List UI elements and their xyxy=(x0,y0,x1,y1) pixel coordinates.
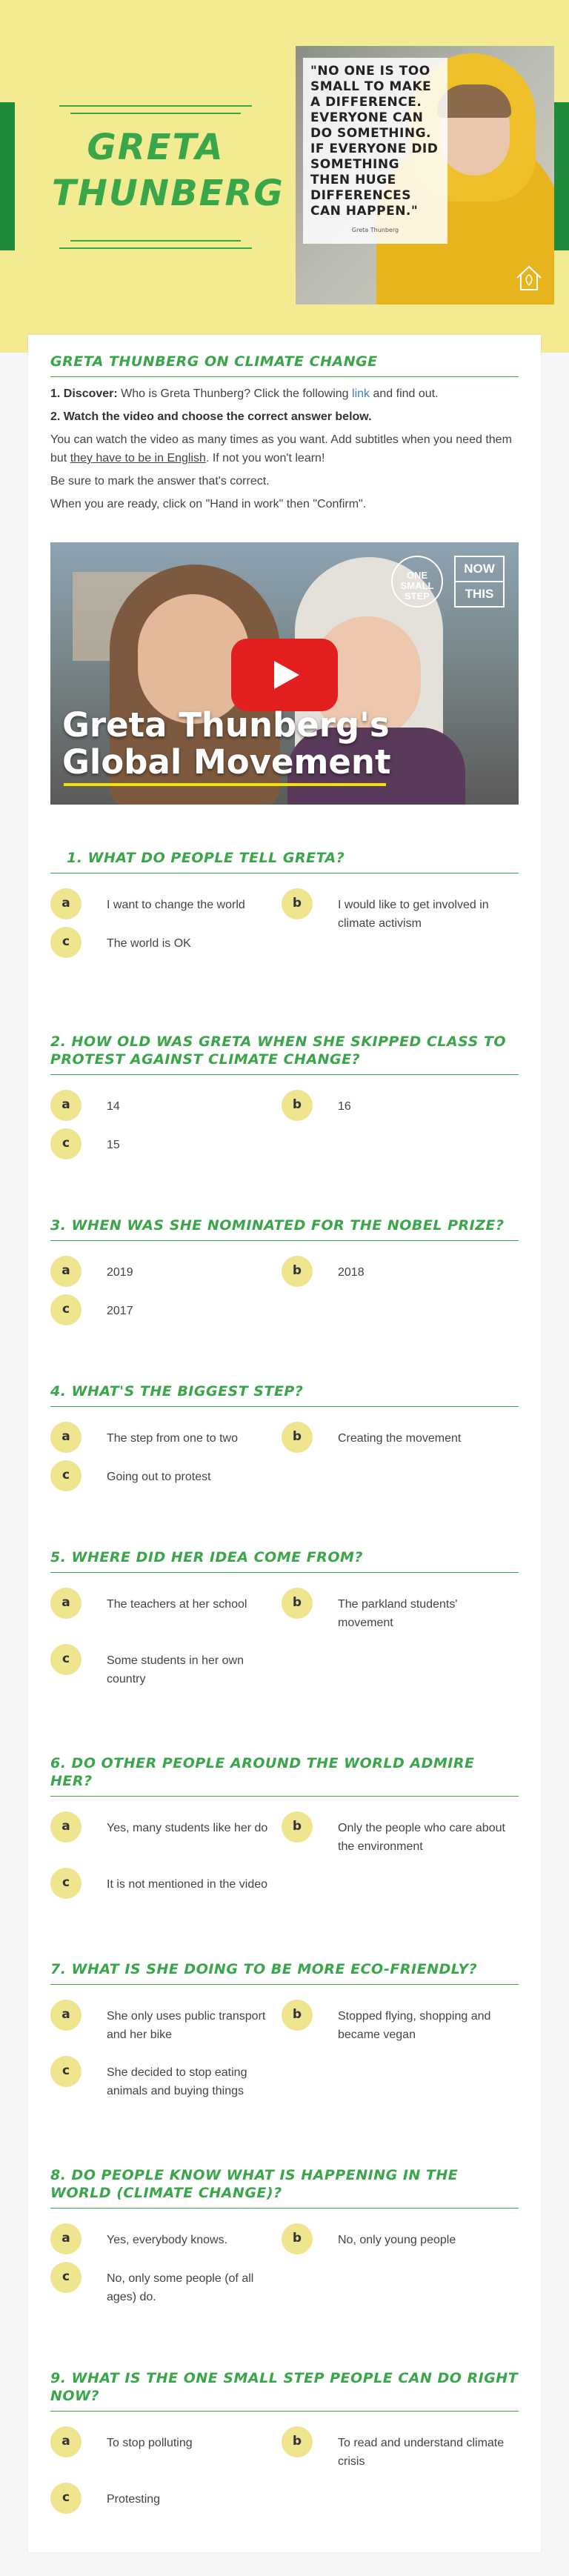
option-letter-bubble[interactable]: c xyxy=(50,2262,81,2293)
option-text: Some students in her own country xyxy=(107,1654,244,1685)
option-letter-bubble[interactable]: a xyxy=(50,1422,81,1453)
option-letter-bubble[interactable]: c xyxy=(50,1460,81,1491)
option-letter-bubble[interactable]: a xyxy=(50,2223,81,2254)
divider xyxy=(50,1240,519,1241)
quote-box xyxy=(303,58,447,244)
option-letter-bubble[interactable]: a xyxy=(50,1588,81,1619)
option-text: No, only young people xyxy=(338,2234,456,2246)
question-title: 8. DO PEOPLE KNOW WHAT IS HAPPENING IN THE WORLD (CLIMATE CHANGE)? xyxy=(50,2167,459,2201)
question-title: 7. WHAT IS SHE DOING TO BE MORE ECO-FRIENDLY? xyxy=(50,1961,478,1977)
option-letter-bubble[interactable]: c xyxy=(50,1868,81,1899)
option-letter-bubble[interactable]: c xyxy=(50,927,81,958)
step-2-label: 2. Watch the video and choose the correct answer below. xyxy=(50,410,372,423)
option-text: The teachers at her school xyxy=(107,1598,247,1611)
one-small-step-badge: ONE SMALL STEP xyxy=(391,556,443,608)
step-1-label: 1. Discover: xyxy=(50,387,118,400)
option-text: Stopped flying, shopping and became vegan xyxy=(338,2010,491,2041)
option-text: 2017 xyxy=(107,1305,133,1317)
option-letter-bubble[interactable]: b xyxy=(282,1811,313,1843)
instructions-end: . If not you won't learn! xyxy=(205,452,325,465)
badge-now-text: NOW xyxy=(464,562,495,576)
option-text: 2019 xyxy=(107,1266,133,1279)
step-1-text xyxy=(50,385,519,403)
option-letter-bubble[interactable]: c xyxy=(50,2483,81,2514)
question-title: 3. WHEN WAS SHE NOMINATED FOR THE NOBEL PRIZE? xyxy=(50,1217,505,1234)
question-title: 2. HOW OLD WAS GRETA WHEN SHE SKIPPED CLASS TO PROTEST AGAINST CLIMATE CHANGE? xyxy=(50,1034,507,1068)
option-letter-bubble[interactable]: b xyxy=(282,2426,313,2457)
option-text: She decided to stop eating animals and buying things xyxy=(107,2066,247,2097)
question-4 xyxy=(50,1382,519,1483)
step-1-body: Who is Greta Thunberg? Click the following xyxy=(117,387,353,400)
option-letter-bubble[interactable]: a xyxy=(50,1256,81,1287)
option-letter-bubble[interactable]: a xyxy=(50,1811,81,1843)
decorative-side-bar-left xyxy=(0,102,15,250)
question-title: 5. WHERE DID HER IDEA COME FROM? xyxy=(50,1549,363,1565)
option-letter-bubble[interactable]: a xyxy=(50,2426,81,2457)
divider xyxy=(50,2208,519,2209)
option-text: To stop polluting xyxy=(107,2437,193,2449)
option-letter-bubble[interactable]: b xyxy=(282,888,313,919)
question-6 xyxy=(50,1754,519,1891)
video-title-underline xyxy=(64,783,386,786)
intro-title: GRETA THUNBERG ON CLIMATE CHANGE xyxy=(50,353,378,370)
photo-shape xyxy=(437,84,511,118)
video-title-line-2: Global Movement xyxy=(62,742,391,782)
discover-link[interactable]: link xyxy=(352,387,370,400)
instructions-start: You can watch the video as many times as you want. Add subtitles when you need them but xyxy=(50,433,512,465)
option-text: 15 xyxy=(107,1139,120,1151)
option-letter-bubble[interactable]: a xyxy=(50,1090,81,1121)
option-text: 14 xyxy=(107,1100,120,1113)
option-text: It is not mentioned in the video xyxy=(107,1878,268,1891)
question-3 xyxy=(50,1217,519,1317)
option-letter-bubble[interactable]: b xyxy=(282,1422,313,1453)
option-text: I would like to get involved in climate activism xyxy=(338,899,489,930)
option-text: The step from one to two xyxy=(107,1432,238,1445)
option-text: 2018 xyxy=(338,1266,365,1279)
option-text: The parkland students' movement xyxy=(338,1598,458,1629)
option-letter-bubble[interactable]: b xyxy=(282,1090,313,1121)
video-title-line-1: Greta Thunberg's xyxy=(62,705,390,745)
divider xyxy=(50,1572,519,1573)
instructions-text xyxy=(50,430,519,467)
divider xyxy=(59,247,252,249)
question-title: 6. DO OTHER PEOPLE AROUND THE WORLD ADMIRE HER? xyxy=(50,1755,475,1789)
question-8 xyxy=(50,2166,519,2303)
option-text: Only the people who care about the environment xyxy=(338,1822,505,1853)
question-5 xyxy=(50,1548,519,1685)
question-2 xyxy=(50,1033,519,1151)
now-this-badge xyxy=(454,556,505,608)
question-title: 9. WHAT IS THE ONE SMALL STEP PEOPLE CAN DO RIGHT NOW? xyxy=(50,2370,519,2404)
header-banner xyxy=(0,0,569,353)
option-letter-bubble[interactable]: c xyxy=(50,2056,81,2087)
quote-author: Greta Thunberg xyxy=(351,227,399,233)
option-text: To read and understand climate crisis xyxy=(338,2437,505,2468)
option-text: Yes, everybody knows. xyxy=(107,2234,228,2246)
page-title xyxy=(52,124,284,216)
divider xyxy=(70,240,241,242)
play-icon[interactable] xyxy=(231,639,338,711)
option-text: No, only some people (of all ages) do. xyxy=(107,2272,254,2303)
content-card xyxy=(28,335,541,2552)
intro-section xyxy=(50,353,519,513)
option-letter-bubble[interactable]: b xyxy=(282,2223,313,2254)
divider xyxy=(50,1984,519,1985)
divider xyxy=(50,2411,519,2412)
option-text: Yes, many students like her do xyxy=(107,1822,268,1834)
decorative-side-bar-right xyxy=(554,102,569,250)
option-letter-bubble[interactable]: b xyxy=(282,2000,313,2031)
badge-this-text: THIS xyxy=(465,587,494,601)
option-text: She only uses public transport and her bike xyxy=(107,2010,266,2041)
divider xyxy=(50,1796,519,1797)
quote-text: "NO ONE IS TOO SMALL TO MAKE A DIFFERENCE. EVERYONE CAN DO SOMETHING. IF EVERYONE DID SOMETHING THEN HUGE DIFFERENCES CAN HAPPEN." xyxy=(310,64,439,219)
divider xyxy=(59,105,252,107)
step-1-end: and find out. xyxy=(370,387,439,400)
option-letter-bubble[interactable]: c xyxy=(50,1128,81,1159)
option-text: The world is OK xyxy=(107,937,191,950)
instructions-underlined: they have to be in English xyxy=(70,452,206,465)
option-text: Creating the movement xyxy=(338,1432,462,1445)
title-block xyxy=(52,102,284,258)
option-letter-bubble[interactable]: b xyxy=(282,1256,313,1287)
step-2-text xyxy=(50,407,519,426)
divider xyxy=(70,113,241,114)
question-7 xyxy=(50,1960,519,2097)
option-letter-bubble[interactable]: b xyxy=(282,1588,313,1619)
title-line-2: THUNBERG xyxy=(52,173,284,214)
option-text: I want to change the world xyxy=(107,899,245,911)
title-line-1: GRETA xyxy=(87,127,224,168)
divider xyxy=(50,376,519,377)
option-letter-bubble[interactable]: a xyxy=(50,2000,81,2031)
option-text: 16 xyxy=(338,1100,351,1113)
option-text: Going out to protest xyxy=(107,1471,211,1483)
question-9 xyxy=(50,2369,519,2506)
house-icon xyxy=(514,263,544,293)
option-letter-bubble[interactable]: a xyxy=(50,888,81,919)
hand-in-text: When you are ready, click on "Hand in work" then "Confirm". xyxy=(50,498,367,510)
video-player[interactable] xyxy=(50,542,519,805)
option-letter-bubble[interactable]: c xyxy=(50,1644,81,1675)
video-title xyxy=(62,707,390,781)
divider xyxy=(50,1406,519,1407)
mark-answer-text: Be sure to mark the answer that's correct. xyxy=(50,475,270,487)
quote-image xyxy=(296,46,554,304)
divider xyxy=(50,1074,519,1075)
option-text: Protesting xyxy=(107,2493,161,2506)
question-title: 1. WHAT DO PEOPLE TELL GRETA? xyxy=(67,850,345,866)
question-1 xyxy=(50,849,519,950)
option-letter-bubble[interactable]: c xyxy=(50,1294,81,1325)
question-title: 4. WHAT'S THE BIGGEST STEP? xyxy=(50,1383,304,1400)
